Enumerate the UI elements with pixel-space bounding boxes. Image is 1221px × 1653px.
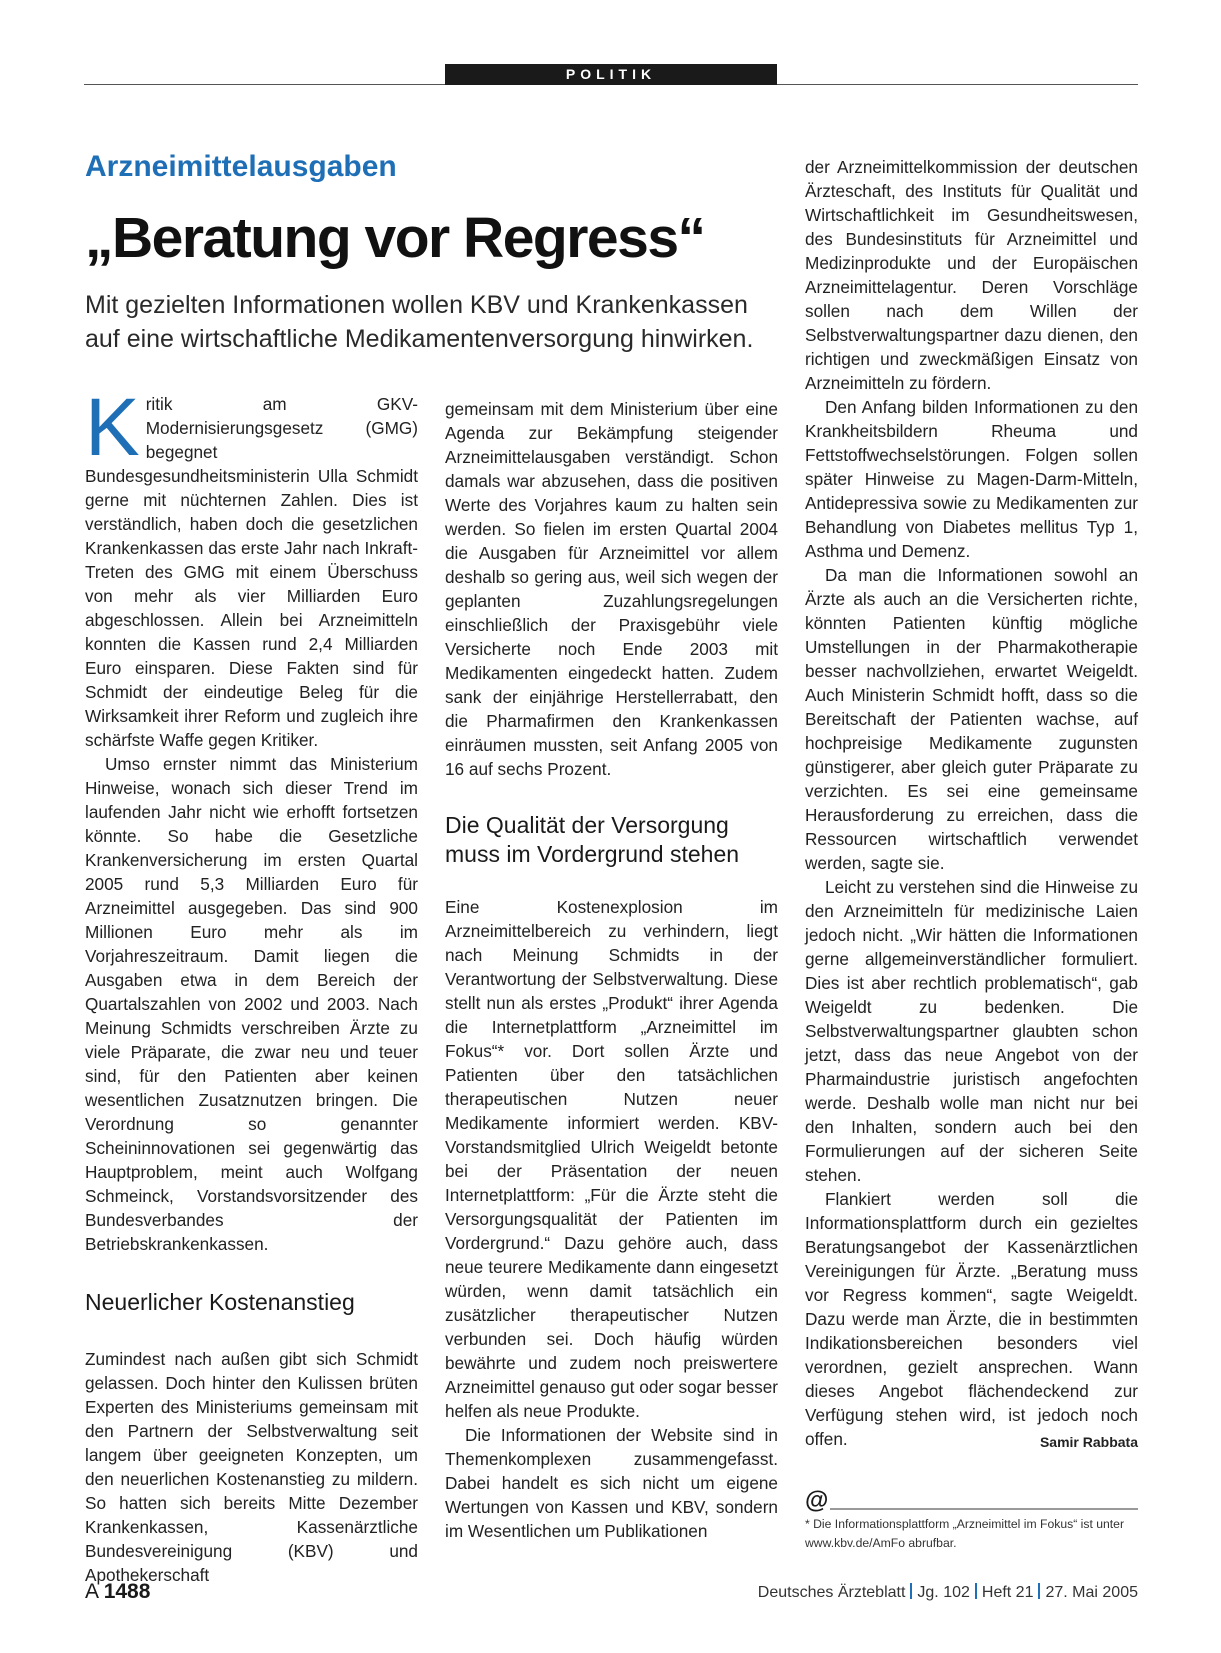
article-column-2 — [445, 397, 778, 1543]
paragraph: Die Informationen der Website sind in Themenkomplexen zusammengefasst. Dabei handelt es sich nicht um eigene Wertungen von Kassen und KBV, sondern im Wesentlichen um Publikationen — [445, 1425, 778, 1541]
paragraph-text: ritik am GKV-Modernisierungsgesetz (GMG) begegnet Bundesgesundheitsministerin Ulla Schmidt gerne mit nüchternen Zahlen. Dies ist verständlich, haben doch die gesetzlichen Krankenkassen das erste Jahr nach Inkraft-Treten des GMG mit einem Überschuss von mehr als vier Milliarden Euro abgeschlossen. Allein bei Arzneimitteln konnten die Kassen rund 2,4 Milliarden Euro einsparen. Diese Fakten sind für Schmidt der eindeutige Beleg für die Wirksamkeit ihrer Reform und zugleich ihre schärfste Waffe gegen Kritiker. — [85, 394, 418, 750]
separator — [910, 1583, 912, 1599]
paragraph: Umso ernster nimmt das Ministerium Hinweise, wonach sich dieser Trend im laufenden Jahr nicht wie erhofft fortsetzen könnte. So habe die Gesetzliche Krankenversicherung im ersten Quartal 2005 rund 5,3 Milliarden Euro für Arzneimittel ausgegeben. Das sind 900 Millionen Euro mehr als im Vorjahreszeitraum. Damit liegen die Ausgaben etwa in dem Bereich der Quartalszahlen von 2002 und 2003. Nach Meinung Schmidts verschreiben Ärzte zu viele Präparate, die zwar neu und teuer sind, für den Patienten aber keinen wesentlichen Zusatznutzen bringen. Die Verordnung so genannter Scheininnovationen sei gegenwärtig das Hauptproblem, meint auch Wolfgang Schmeinck, Vorstandsvorsitzender des Bundesverbandes der Betriebskrankenkassen. — [85, 754, 418, 1254]
paragraph: gemeinsam mit dem Ministerium über eine Agenda zur Bekämpfung steigender Arzneimittelausgaben verständigt. Schon damals war abzusehen, dass die positiven Werte des Vorjahres kaum zu halten sein werden. So fielen im ersten Quartal 2004 die Ausgaben für Arzneimittel vor allem deshalb so gering aus, weil sich wegen der geplanten Zuzahlungsregelungen einschließlich der Praxisgebühr viele Versicherte noch Ende 2003 mit Medikamenten eingedeckt hatten. Zudem sank der einjährige Herstellerrabatt, den die Pharmafirmen den Krankenkassen einräumen mussten, seit Anfang 2005 von 16 auf sechs Prozent. — [445, 399, 778, 779]
journal-masthead — [758, 1583, 1138, 1602]
article-lede: Mit gezielten Informationen wollen KBV und Krankenkassen auf eine wirtschaftliche Medikamentenversorgung hinwirken. — [85, 291, 754, 353]
article-column-1 — [85, 382, 418, 1587]
paragraph: Zumindest nach außen gibt sich Schmidt gelassen. Doch hinter den Kulissen brüten Experten des Ministeriums gemeinsam mit den Partnern der Selbstverwaltung seit langem über geeigneten Konzepten, um den neuerlichen Kostenanstieg zu mildern. So hatten sich bereits Mitte Dezember Krankenkassen, Kassenärztliche Bundesvereinigung (KBV) und Apothekerschaft — [85, 1349, 418, 1585]
paragraph: der Arzneimittelkommission der deutschen Ärzteschaft, des Instituts für Qualität und Wirtschaftlichkeit im Gesundheitswesen, des Bundesinstituts für Arzneimittel und Medizinprodukte und der Europäischen Arzneimittelagentur. Deren Vorschläge sollen nach dem Willen der Selbstverwaltungspartner dazu dienen, den richtigen und zweckmäßigen Einsatz von Arzneimitteln zu fördern. — [805, 157, 1138, 393]
paragraph: Den Anfang bilden Informationen zu den Krankheitsbildern Rheuma und Fettstoffwechselstörungen. Folgen sollen später Hinweise zu Magen-Darm-Mitteln, Antidepressiva sowie zu Medikamenten zur Behandlung von Diabetes mellitus Typ 1, Asthma und Demenz. — [805, 397, 1138, 561]
journal-name: Deutsches Ärzteblatt — [757, 1584, 906, 1601]
page-prefix: A — [85, 1580, 98, 1603]
journal-issue: Heft 21 — [981, 1584, 1034, 1601]
footnote: * Die Informationsplattform „Arzneimittel im Fokus“ ist unter www.kbv.de/AmFo abrufbar. — [805, 1517, 1124, 1550]
subheading: Die Qualität der Versorgung muss im Vordergrund stehen — [445, 812, 740, 867]
paragraph-text: Flankiert werden soll die Informationsplattform durch ein gezieltes Beratungsangebot der Kassenärztlichen Vereinigungen für Ärzte. „Beratung muss vor Regress kommen“, sagte Weigeldt. Dazu werde man Ärzte, die in bestimmten Indikationsbereichen besonders viel verordnen, gezielt ansprechen. Wann dieses Angebot flächendeckend zur Verfügung stehen wird, ist jedoch noch offen. — [805, 1189, 1138, 1449]
paragraph: Da man die Informationen sowohl an Ärzte als auch an die Versicherten richte, könnten Patienten künftig mögliche Umstellungen in der Pharmakotherapie besser nachvollziehen, erwartet Weigeldt. Auch Ministerin Schmidt hofft, dass so die Bereitschaft der Patienten wachse, auf hochpreisige Medikamente zugunsten günstigerer, aber gleich guter Präparate zu verzichten. Es sei eine gemeinsame Herausforderung zu erreichen, dass die Ressourcen wirtschaftlich verwendet werden, sagte sie. — [805, 565, 1138, 873]
paragraph: Leicht zu verstehen sind die Hinweise zu den Arzneimitteln für medizinische Laien jedoch nicht. „Wir hätten die Informationen gerne allgemeinverständlicher formuliert. Dies ist aber rechtlich problematisch“, gab Weigeldt zu bedenken. Die Selbstverwaltungspartner glaubten schon jetzt, dass das neue Angebot von der Pharmaindustrie juristisch angefochten werde. Deshalb wolle man nicht nur bei den Inhalten, sondern auch bei den Formulierungen auf der sicheren Seite stehen. — [805, 877, 1138, 1185]
section-banner: POLITIK — [445, 64, 777, 85]
paragraph — [85, 382, 418, 752]
paragraph — [805, 1187, 1138, 1451]
separator — [975, 1583, 977, 1599]
subheading: Neuerlicher Kostenanstieg — [85, 1289, 355, 1315]
page-number — [85, 1580, 150, 1604]
journal-volume: Jg. 102 — [917, 1584, 970, 1601]
article-headline: „Beratung vor Regress“ — [85, 206, 705, 270]
journal-date: 27. Mai 2005 — [1045, 1584, 1138, 1601]
author-byline: Samir Rabbata — [1039, 1434, 1138, 1450]
page-number-value: 1488 — [103, 1580, 151, 1603]
article-column-3 — [805, 155, 1138, 1454]
article-kicker: Arzneimittelausgaben — [85, 150, 397, 183]
separator — [1038, 1583, 1040, 1599]
footnote-rule — [830, 1508, 1138, 1510]
at-sign-icon: @ — [805, 1487, 829, 1514]
paragraph: Eine Kostenexplosion im Arzneimittelbereich zu verhindern, liegt nach Meinung Schmidts in der Verantwortung der Selbstverwaltung. Diese stellt nun als erstes „Produkt“ ihrer Agenda die Internetplattform „Arzneimittel im Fokus“* vor. Dort sollen Ärzte und Patienten über den tatsächlichen therapeutischen Nutzen neuer Medikamente informiert werden. KBV-Vorstandsmitglied Ulrich Weigeldt betonte bei der Präsentation der neuen Internetplattform: „Für die Ärzte steht die Versorgungsqualität der Patienten im Vordergrund.“ Dazu gehöre auch, dass neue teurere Medikamente dann eingesetzt würden, wenn damit tatsächlich ein zusätzlicher therapeutischer Nutzen verbunden sei. Doch häufig würden bewährte und zudem noch preiswertere Arzneimittel genauso gut oder sogar besser helfen als neue Produkte. — [445, 897, 778, 1421]
drop-cap: K — [85, 382, 140, 473]
